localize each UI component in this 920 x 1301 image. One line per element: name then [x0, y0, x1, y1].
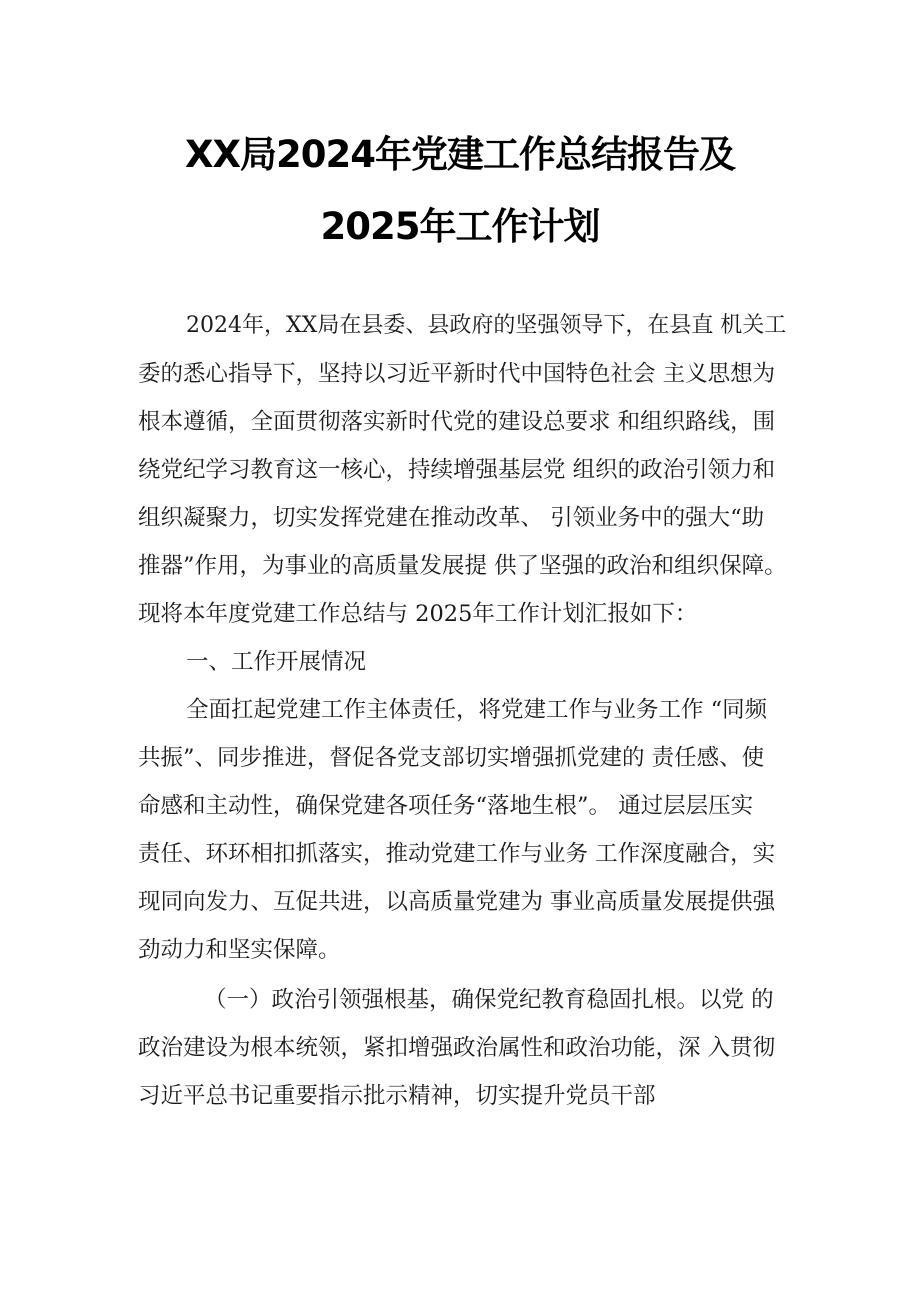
document-title-line-2: 2025年工作计划 — [320, 205, 600, 248]
intro-paragraph-line: 组织凝聚力，切实发挥党建在推动改革、 引领业务中的强大“助 — [138, 505, 765, 531]
intro-paragraph-line: 2024年，XX局在县委、县政府的坚强领导下，在县直 机关工 — [186, 313, 787, 338]
overview-paragraph-line: 命感和主动性，确保党建各项任务“落地生根”。 通过层层压实 — [138, 793, 754, 819]
document-title-line-1: XX局2024年党建工作总结报告及 — [184, 133, 736, 176]
overview-paragraph-line: 全面扛起党建工作主体责任，将党建工作与业务工作 “同频 — [186, 697, 768, 723]
subsection-paragraph-line: （一）政治引领强根基，确保党纪教育稳固扎根。以党 的 — [204, 987, 774, 1013]
intro-paragraph-line: 现将本年度党建工作总结与 2025年工作计划汇报如下： — [138, 601, 698, 627]
section-heading: 一、工作开展情况 — [186, 649, 367, 675]
overview-paragraph-line: 现同向发力、互促共进，以高质量党建为 事业高质量发展提供强 — [138, 889, 776, 915]
subsection-paragraph-line: 政治建设为根本统领，紧扣增强政治属性和政治功能，深 入贯彻 — [138, 1035, 776, 1061]
intro-paragraph-line: 绕党纪学习教育这一核心，持续增强基层党 组织的政治引领力和 — [138, 457, 776, 483]
intro-paragraph-line: 根本遵循，全面贯彻落实新时代党的建设总要求 和组织路线，围 — [138, 409, 776, 435]
subsection-paragraph-line: 习近平总书记重要指示批示精神，切实提升党员干部 — [138, 1083, 656, 1109]
overview-paragraph-line: 责任、环环相扣抓落实，推动党建工作与业务 工作深度融合，实 — [138, 841, 776, 867]
intro-paragraph-line: 委的悉心指导下，坚持以习近平新时代中国特色社会 主义思想为 — [138, 361, 776, 387]
overview-paragraph-line: 共振”、同步推进，督促各党支部切实增强抓党建的 责任感、使 — [138, 745, 765, 771]
intro-paragraph-line: 推器”作用，为事业的高质量发展提 供了坚强的政治和组织保障。 — [138, 553, 787, 579]
overview-paragraph-line: 劲动力和坚实保障。 — [138, 937, 341, 963]
